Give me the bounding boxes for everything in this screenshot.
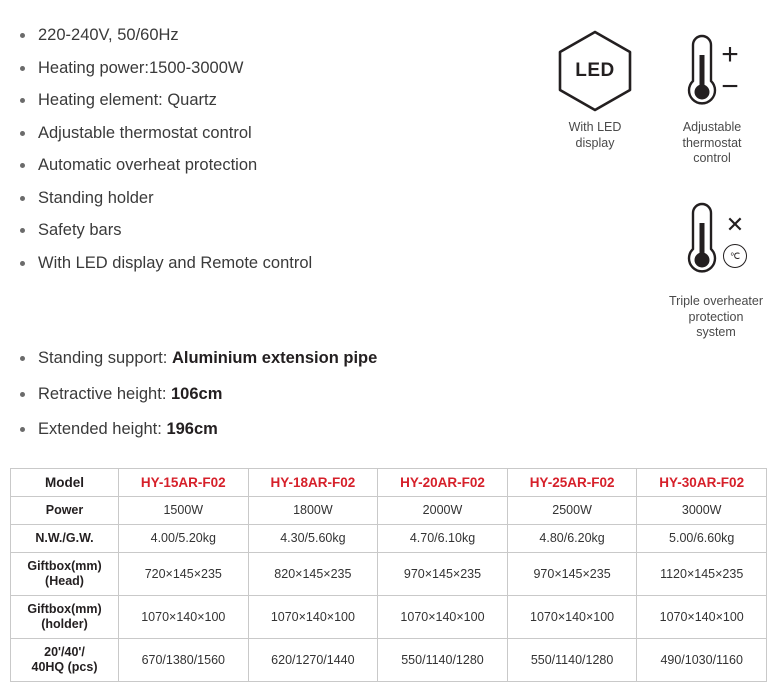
table-header-row [11, 469, 767, 497]
list-item [14, 217, 514, 244]
list-item [14, 416, 534, 443]
support-label: Retractive height: [38, 384, 171, 403]
cell: 1800W [248, 497, 378, 525]
led-label: LED [575, 60, 615, 81]
thermometer-overheat-icon [648, 198, 777, 284]
feature-text: Heating element: Quartz [38, 91, 217, 109]
support-list [14, 345, 534, 452]
feature-text: Adjustable thermostat control [38, 123, 252, 142]
cell: 4.30/5.60kg [248, 525, 378, 553]
cell: 670/1380/1560 [119, 639, 249, 682]
feature-text: With LED display and Remote control [38, 253, 313, 272]
feature-text: Heating power:1500-3000W [38, 58, 244, 77]
cell: 2500W [507, 497, 637, 525]
table-row [11, 596, 767, 639]
list-item [14, 185, 514, 212]
column-header-model-1: HY-15AR-F02 [119, 469, 249, 497]
list-item [14, 345, 534, 372]
icon-caption: Adjustable thermostat control [682, 120, 742, 165]
cell: 4.00/5.20kg [119, 525, 249, 553]
cell: 4.70/6.10kg [378, 525, 508, 553]
cell: 820×145×235 [248, 553, 378, 596]
support-label: Standing support: [38, 349, 172, 367]
feature-text: Standing holder [38, 188, 154, 207]
list-item [14, 250, 514, 277]
column-header-model-5: HY-30AR-F02 [637, 469, 767, 497]
column-header-model-3: HY-20AR-F02 [378, 469, 508, 497]
table-row [11, 525, 767, 553]
list-item [14, 120, 514, 147]
support-value: 106cm [170, 384, 223, 403]
row-label: 20'/40'/ 40HQ (pcs) [11, 639, 119, 682]
cell: 1070×140×100 [507, 596, 637, 639]
icon-caption: With LED display [568, 120, 622, 150]
cell: 490/1030/1160 [637, 639, 767, 682]
led-hexagon-icon [535, 30, 655, 112]
support-label: Extended height: [38, 420, 167, 438]
cell: 1120×145×235 [637, 553, 767, 596]
feature-icon-led [535, 30, 655, 151]
cell: 1070×140×100 [637, 596, 767, 639]
cell: 720×145×235 [119, 553, 249, 596]
cell: 2000W [378, 497, 508, 525]
feature-icon-thermostat [652, 30, 772, 167]
plus-icon: + [721, 38, 739, 71]
cell: 1500W [119, 497, 249, 525]
minus-icon: − [721, 70, 739, 103]
celsius-icon: ℃ [723, 244, 747, 268]
cell: 5.00/6.60kg [637, 525, 767, 553]
column-header-model-2: HY-18AR-F02 [248, 469, 378, 497]
cell: 550/1140/1280 [378, 639, 508, 682]
list-item [14, 381, 534, 408]
table-row [11, 553, 767, 596]
cell: 970×145×235 [378, 553, 508, 596]
cell: 1070×140×100 [119, 596, 249, 639]
list-item [14, 22, 514, 49]
cell: 4.80/6.20kg [507, 525, 637, 553]
table-row [11, 639, 767, 682]
cell: 620/1270/1440 [248, 639, 378, 682]
cell: 1070×140×100 [378, 596, 508, 639]
thermometer-plus-minus-icon [652, 30, 772, 112]
cell: 550/1140/1280 [507, 639, 637, 682]
feature-text: Safety bars [38, 221, 122, 239]
icon-caption: Triple overheater protection system [668, 294, 764, 339]
column-header-model-4: HY-25AR-F02 [507, 469, 637, 497]
support-value: 196cm [166, 420, 218, 438]
feature-text: 220-240V, 50/60Hz [38, 26, 179, 44]
row-label: Giftbox(mm) (holder) [11, 596, 119, 639]
row-label: Giftbox(mm) (Head) [11, 553, 119, 596]
cell: 970×145×235 [507, 553, 637, 596]
specification-table [10, 468, 767, 682]
table-row [11, 497, 767, 525]
list-item [14, 87, 514, 114]
feature-text: Automatic overheat protection [38, 156, 258, 174]
cell: 3000W [637, 497, 767, 525]
feature-list [14, 22, 514, 282]
list-item [14, 55, 514, 82]
feature-icon-overheat [648, 198, 777, 341]
column-header-model: Model [11, 469, 119, 497]
row-label: Power [11, 497, 119, 525]
cell: 1070×140×100 [248, 596, 378, 639]
close-icon: ✕ [725, 212, 745, 237]
plus-minus-signs [721, 40, 739, 102]
support-value: Aluminium extension pipe [171, 349, 378, 367]
row-label: N.W./G.W. [11, 525, 119, 553]
list-item [14, 152, 514, 179]
